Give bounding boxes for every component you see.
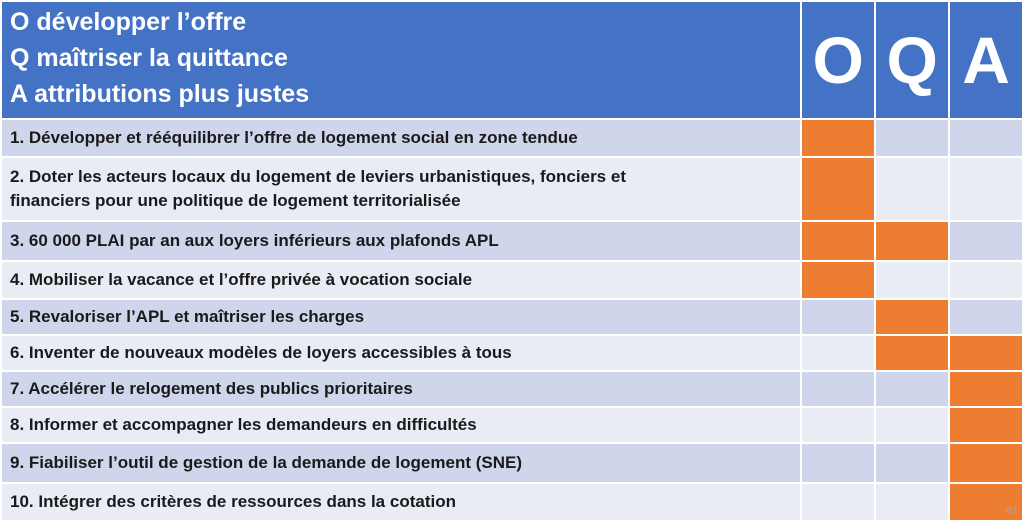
- row-label: 7. Accélérer le relogement des publics prioritaires: [1, 371, 801, 407]
- cell-a-marked: [949, 407, 1023, 443]
- cell-q: [875, 261, 949, 299]
- row-label-line: financiers pour une politique de logement territorialisée: [10, 191, 461, 210]
- table-row: [1, 221, 1023, 261]
- cell-a: [949, 157, 1023, 221]
- table-row: [1, 483, 1023, 521]
- header-title-line-a: A attributions plus justes: [10, 80, 310, 108]
- row-label: [1, 157, 801, 221]
- row-label: 5. Revaloriser l’APL et maîtriser les charges: [1, 299, 801, 335]
- cell-q: [875, 407, 949, 443]
- cell-o-marked: [801, 221, 875, 261]
- cell-o: [801, 483, 875, 521]
- column-header-q: Q: [875, 1, 949, 119]
- header-row: [1, 1, 1023, 119]
- cell-o: [801, 335, 875, 371]
- cell-a-marked: [949, 335, 1023, 371]
- cell-a: [949, 299, 1023, 335]
- header-title: [1, 1, 801, 119]
- row-label: 10. Intégrer des critères de ressources dans la cotation: [1, 483, 801, 521]
- row-label: 3. 60 000 PLAI par an aux loyers inférieurs aux plafonds APL: [1, 221, 801, 261]
- row-label-line: 2. Doter les acteurs locaux du logement de leviers urbanistiques, fonciers et: [10, 167, 626, 186]
- table-row: [1, 299, 1023, 335]
- cell-o-marked: [801, 261, 875, 299]
- cell-q-marked: [875, 335, 949, 371]
- row-label: 4. Mobiliser la vacance et l’offre privée à vocation sociale: [1, 261, 801, 299]
- cell-q: [875, 157, 949, 221]
- cell-a: [949, 119, 1023, 157]
- cell-a: [949, 221, 1023, 261]
- column-header-o: O: [801, 1, 875, 119]
- cell-a-marked: [949, 371, 1023, 407]
- cell-o: [801, 407, 875, 443]
- cell-a-marked: [949, 443, 1023, 483]
- table-row: [1, 157, 1023, 221]
- cell-q-marked: [875, 299, 949, 335]
- row-label: 8. Informer et accompagner les demandeurs en difficultés: [1, 407, 801, 443]
- column-header-a: A: [949, 1, 1023, 119]
- cell-o: [801, 371, 875, 407]
- header-title-line-q: Q maîtriser la quittance: [10, 44, 288, 72]
- page-number: 41: [1005, 505, 1018, 517]
- row-label: 6. Inventer de nouveaux modèles de loyers accessibles à tous: [1, 335, 801, 371]
- cell-q-marked: [875, 221, 949, 261]
- row-label: 1. Développer et rééquilibrer l’offre de logement social en zone tendue: [1, 119, 801, 157]
- cell-o-marked: [801, 157, 875, 221]
- cell-q: [875, 119, 949, 157]
- row-label: 9. Fiabiliser l’outil de gestion de la demande de logement (SNE): [1, 443, 801, 483]
- cell-o-marked: [801, 119, 875, 157]
- cell-o: [801, 299, 875, 335]
- table-row: [1, 443, 1023, 483]
- table-row: [1, 119, 1023, 157]
- table-row: [1, 371, 1023, 407]
- table-row: [1, 261, 1023, 299]
- table-row: [1, 407, 1023, 443]
- table-row: [1, 335, 1023, 371]
- cell-q: [875, 483, 949, 521]
- cell-a: [949, 261, 1023, 299]
- cell-q: [875, 371, 949, 407]
- cell-o: [801, 443, 875, 483]
- header-title-line-o: O développer l’offre: [10, 8, 247, 36]
- cell-q: [875, 443, 949, 483]
